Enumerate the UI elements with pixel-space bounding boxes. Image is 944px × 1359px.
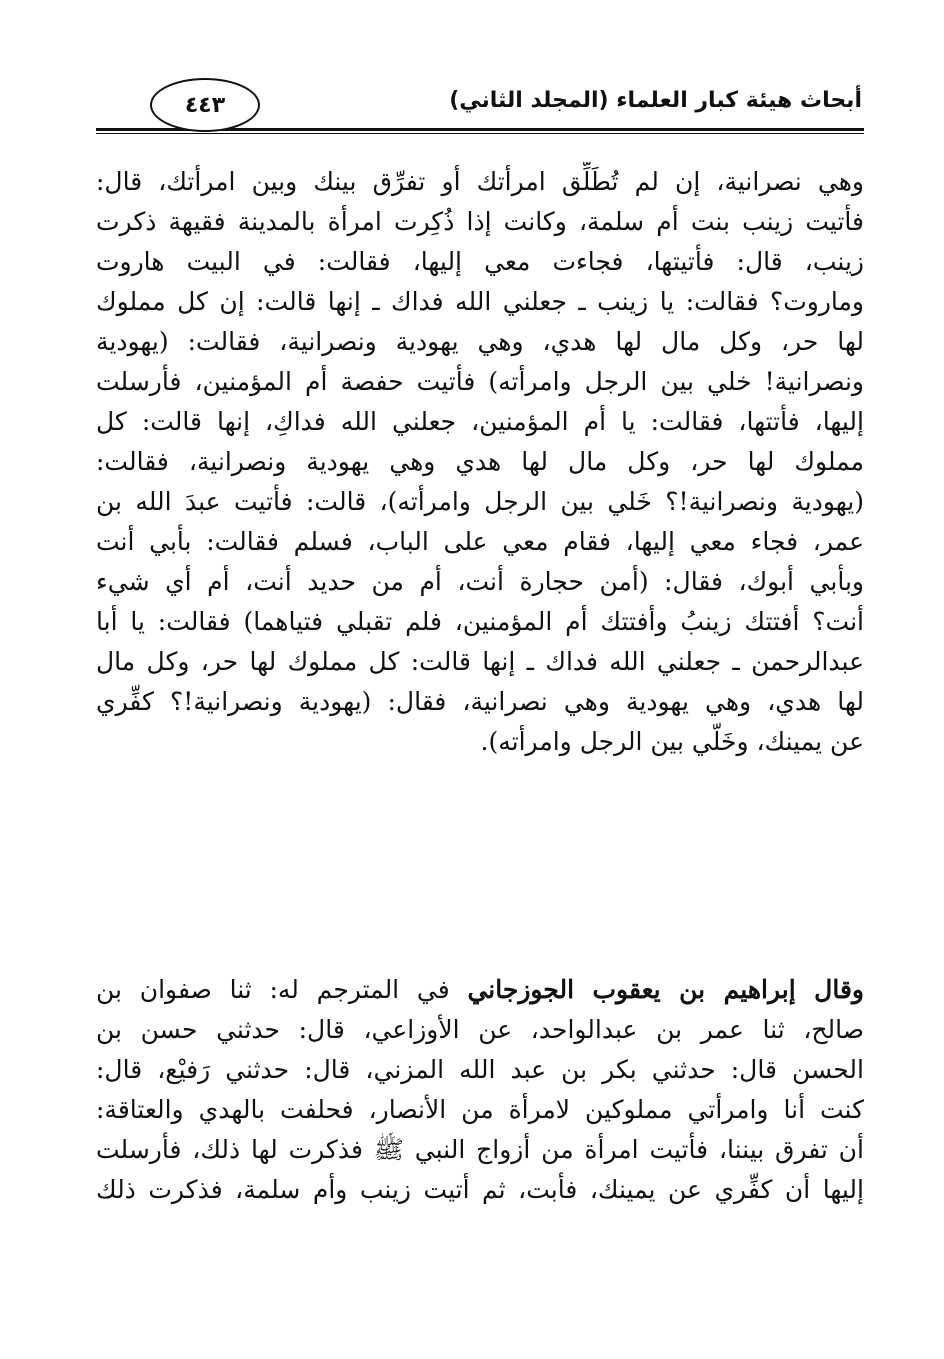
- text-line: مملوك لها حر، وكل مال لها هدي وهي يهودية ونصرانية، فقالت:: [96, 447, 864, 476]
- text-line: أن تفرق بيننا، فأتيت امرأة من أزواج النبي ﷺ فذكرت لها ذلك، فأرسلت: [96, 1135, 864, 1164]
- text-line: إليها أن كفِّري عن يمينك، فأبت، ثم أتيت زينب وأم سلمة، فذكرت ذلك: [96, 1175, 864, 1204]
- paragraph-2: [96, 970, 864, 1210]
- text-line: [96, 970, 864, 1010]
- text-line: الحسن قال: حدثني بكر بن عبد الله المزني، قال: حدثني رَفيْع، قال:: [96, 1055, 864, 1084]
- text-line: أنت؟ أفتتك زينبُ وأفتتك أم المؤمنين، فلم تقبلي فتياهما) فقالت: يا أبا: [96, 607, 864, 636]
- lead-line-rest: في المترجم له: ثنا صفوان بن: [96, 975, 450, 1004]
- text-line: عبدالرحمن ـ جعلني الله فداك ـ إنها قالت: كل مملوك لها حر، وكل مال: [96, 647, 864, 676]
- text-line: فأتيت زينب بنت أم سلمة، وكانت إذا ذُكِرت امرأة بالمدينة فقيهة ذكرت: [96, 207, 864, 236]
- text-line: لها هدي، وهي يهودية وهي نصرانية، فقال: (يهودية ونصرانية!؟ كفِّري: [96, 687, 864, 716]
- text-line: وبأبي أبوك، فقال: (أمن حجارة أنت، أم من حديد أنت، أم أي شيء: [96, 567, 864, 596]
- paragraph-lead: وقال إبراهيم بن يعقوب الجوزجاني: [467, 975, 864, 1004]
- running-header-title: أبحاث هيئة كبار العلماء (المجلد الثاني): [449, 88, 862, 113]
- text-line: صالح، ثنا عمر بن عبدالواحد، عن الأوزاعي، قال: حدثني حسن بن: [96, 1015, 864, 1044]
- text-line: إليها، فأتتها، فقالت: يا أم المؤمنين، جعلني الله فداكِ، إنها قالت: كل: [96, 407, 864, 436]
- paragraph-1: [96, 162, 864, 762]
- text-line: عن يمينك، وخَلّي بين الرجل وامرأته).: [480, 727, 864, 756]
- text-line: عمر، فجاء معي إليها، فقام معي على الباب، فسلم فقالت: بأبي أنت: [96, 527, 864, 556]
- text-line: (يهودية ونصرانية!؟ خَلي بين الرجل وامرأته)، قالت: فأتيت عبدَ الله بن: [96, 487, 864, 516]
- text-line: وهي نصرانية، إن لم تُطَلِّق امرأتك أو تفرِّق بينك وبين امرأتك، قال:: [96, 167, 864, 196]
- page-number: ٤٤٣: [184, 92, 226, 118]
- text-line: زينب، قال: فأتيتها، فجاءت معي إليها، فقالت: في البيت هاروت: [96, 247, 864, 276]
- text-line: كنت أنا وامرأتي مملوكين لامرأة من الأنصار، فحلفت بالهدي والعتاقة:: [96, 1095, 864, 1124]
- page-number-oval: [150, 78, 260, 132]
- text-line: لها حر، وكل مال لها هدي، وهي يهودية ونصرانية، فقالت: (يهودية: [96, 327, 864, 356]
- text-line: وماروت؟ فقالت: يا زينب ـ جعلني الله فداك ـ إنها قالت: إن كل مملوك: [96, 287, 864, 316]
- text-line: ونصرانية! خلي بين الرجل وامرأته) فأتيت حفصة أم المؤمنين، فأرسلت: [96, 367, 864, 396]
